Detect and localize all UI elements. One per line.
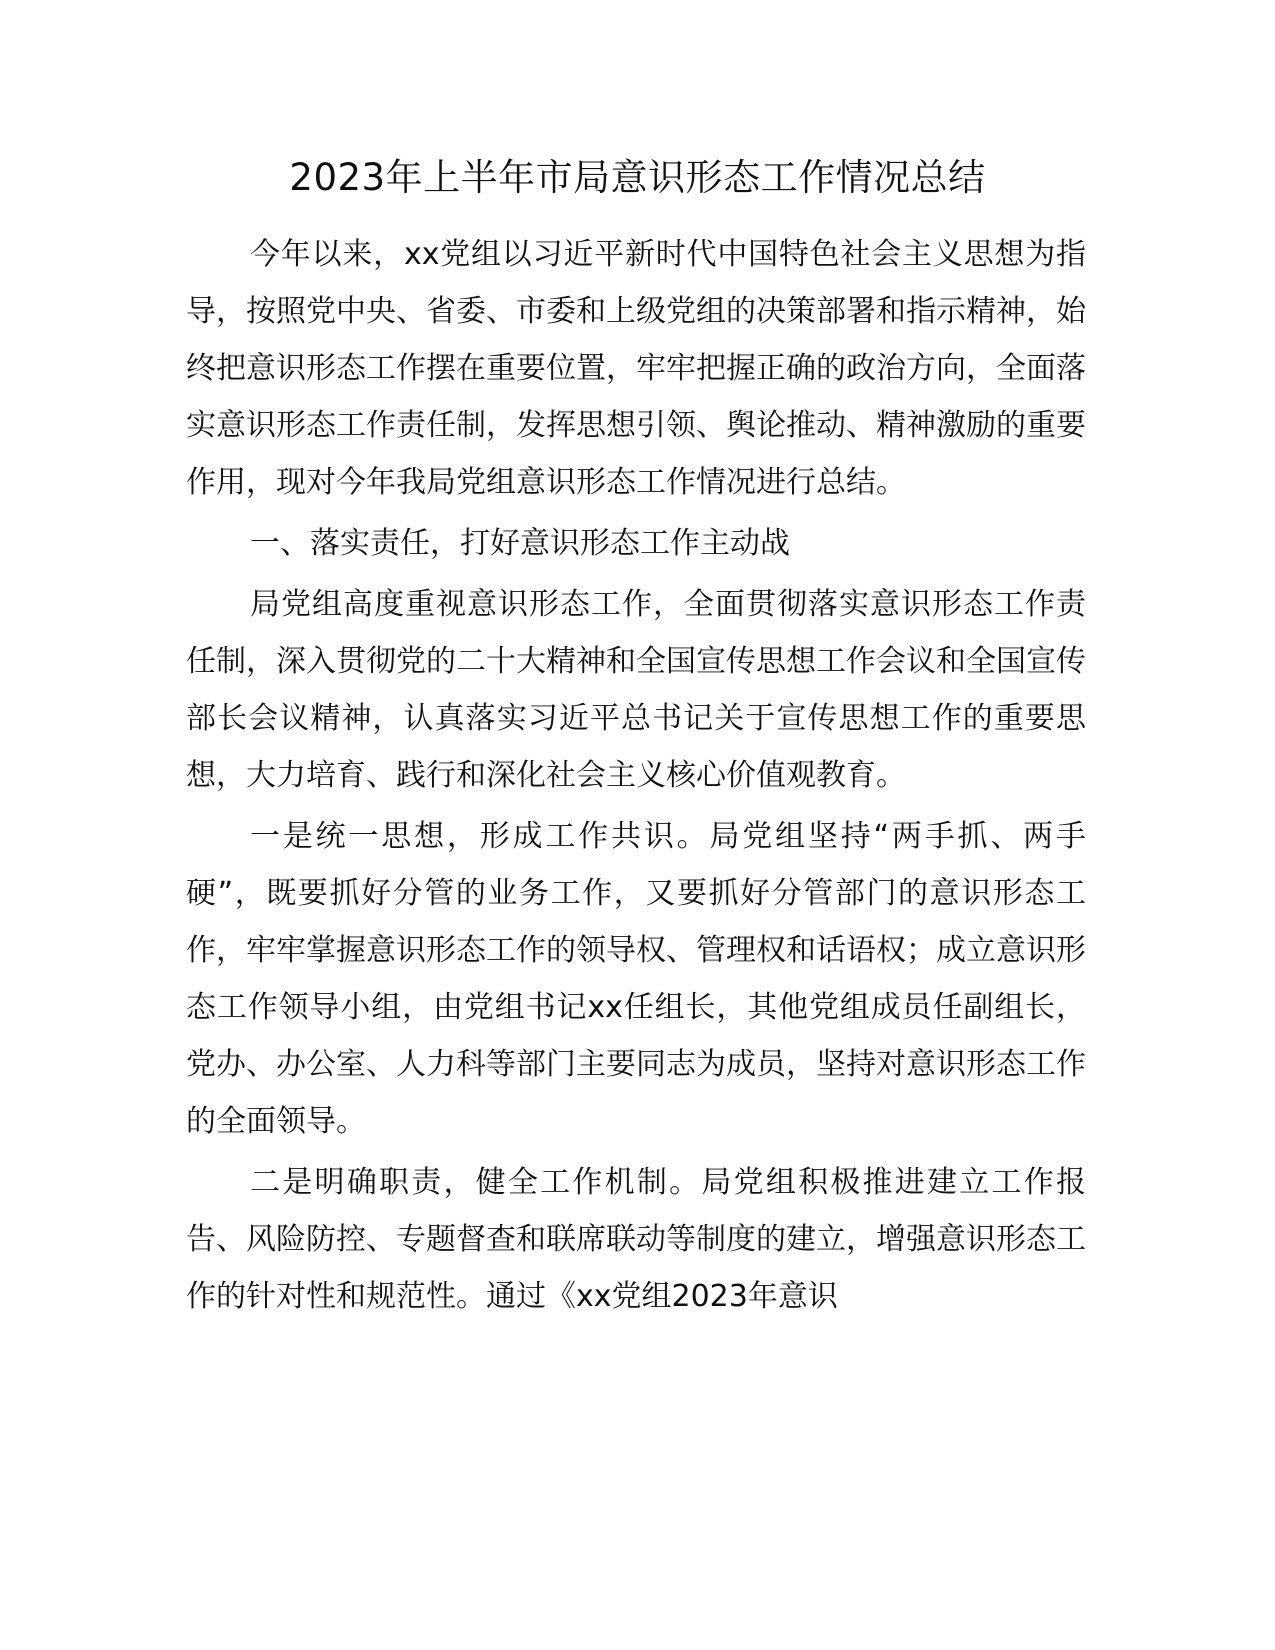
point-1-paragraph: 一是统一思想，形成工作共识。局党组坚持“两手抓、两手硬”，既要抓好分管的业务工作，又要抓好分管部门的意识形态工作，牢牢掌握意识形态工作的领导权、管理权和话语权；成立意识形态工作领导小组，由党组书记xx任组长，其他党组成员任副组长，党办、办公室、人力科等部门主要同志为成员，坚持对意识形态工作的全面领导。 [186,819,1086,1139]
point-2-paragraph: 二是明确职责，健全工作机制。局党组积极推进建立工作报告、风险防控、专题督查和联席联动等制度的建立，增强意识形态工作的针对性和规范性。通过《xx党组2023年意识 [186,1165,1086,1314]
intro-paragraph: 今年以来，xx党组以习近平新时代中国特色社会主义思想为指导，按照党中央、省委、市委和上级党组的决策部署和指示精神，始终把意识形态工作摆在重要位置，牢牢把握正确的政治方向，全面落实意识形态工作责任制，发挥思想引领、舆论推动、精神激励的重要作用，现对今年我局党组意识形态工作情况进行总结。 [186,237,1086,500]
section-heading-1: 一、落实责任，打好意识形态工作主动战 [250,526,790,561]
section-1-paragraph: 局党组高度重视意识形态工作，全面贯彻落实意识形态工作责任制，深入贯彻党的二十大精神和全国宣传思想工作会议和全国宣传部长会议精神，认真落实习近平总书记关于宣传思想工作的重要思想，大力培育、践行和深化社会主义核心价值观教育。 [186,587,1086,793]
document-body [186,226,1086,1325]
document-title: 2023年上半年市局意识形态工作情况总结 [289,156,986,199]
